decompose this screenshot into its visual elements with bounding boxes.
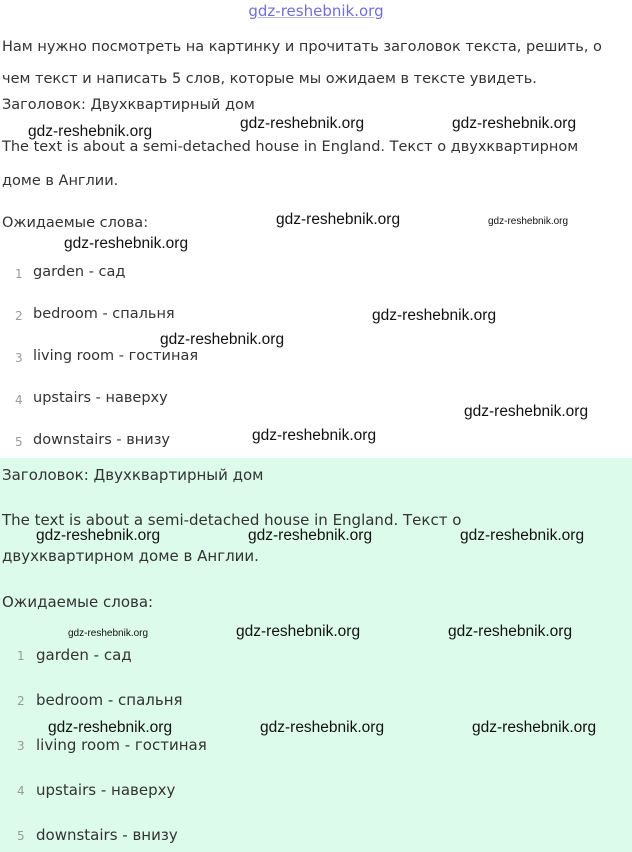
block1-text-line2: доме в Англии.	[2, 173, 119, 189]
block1-item: garden - сад	[33, 264, 126, 280]
watermark-text: gdz-reshebnik.org	[240, 115, 365, 132]
watermark-text: gdz-reshebnik.org	[460, 527, 585, 544]
watermark-text: gdz-reshebnik.org	[452, 115, 577, 132]
block2-title: Заголовок: Двухквартирный дом	[2, 466, 264, 484]
watermark-text: gdz-reshebnik.org	[236, 623, 361, 640]
watermark-text: gdz-reshebnik.org	[36, 527, 161, 544]
block2-item: upstairs - наверху	[36, 781, 176, 799]
block1-item: downstairs - внизу	[33, 432, 170, 448]
watermark-text: gdz-reshebnik.org	[276, 211, 401, 228]
watermark-text: gdz-reshebnik.org	[68, 628, 149, 639]
watermark-text: gdz-reshebnik.org	[248, 527, 373, 544]
block1-item-number: 1	[15, 267, 23, 281]
block2-item: downstairs - внизу	[36, 826, 178, 844]
block1-item: bedroom - спальня	[33, 306, 175, 322]
block2-text-line1: The text is about a semi-detached house in England. Текст о	[2, 511, 462, 529]
watermark-text: gdz-reshebnik.org	[488, 216, 569, 227]
watermark-text: gdz-reshebnik.org	[372, 307, 497, 324]
intro-text: Нам нужно посмотреть на картинку и прочитать заголовок текста, решить, о чем текст и написать 5 слов, которые мы ожидаем в тексте увидеть.	[2, 39, 602, 87]
block1-text-line1: The text is about a semi-detached house in England. Текст о двухквартирном	[2, 139, 579, 155]
block2-item-number: 4	[17, 784, 25, 798]
block1-expected-label: Ожидаемые слова:	[2, 215, 149, 231]
watermark-text: gdz-reshebnik.org	[64, 235, 189, 252]
block2-expected-label: Ожидаемые слова:	[2, 593, 154, 611]
watermark-text: gdz-reshebnik.org	[448, 623, 573, 640]
watermark-text: gdz-reshebnik.org	[260, 719, 385, 736]
block2-item-number: 3	[17, 739, 25, 753]
watermark-text: gdz-reshebnik.org	[28, 123, 153, 140]
block2-item-number: 5	[17, 829, 25, 843]
block2-item-number: 1	[17, 649, 25, 663]
block2-item: bedroom - спальня	[36, 691, 183, 709]
block1-item-number: 2	[15, 309, 23, 323]
block1-title: Заголовок: Двухквартирный дом	[2, 97, 255, 113]
watermark-text: gdz-reshebnik.org	[252, 427, 377, 444]
block1-item-number: 5	[15, 435, 23, 449]
watermark-text: gdz-reshebnik.org	[48, 719, 173, 736]
watermark-text: gdz-reshebnik.org	[464, 403, 589, 420]
watermark-link[interactable]: gdz-reshebnik.org	[248, 2, 384, 20]
block2-item-number: 2	[17, 694, 25, 708]
block2-text-line2: двухквартирном доме в Англии.	[2, 547, 259, 565]
watermark-text: gdz-reshebnik.org	[160, 331, 285, 348]
block1-item: living room - гостиная	[33, 348, 199, 364]
block1-item-number: 4	[15, 393, 23, 407]
block1-item: upstairs - наверху	[33, 390, 168, 406]
block1-item-number: 3	[15, 351, 23, 365]
block2-item: garden - сад	[36, 646, 132, 664]
block2-item: living room - гостиная	[36, 736, 207, 754]
watermark-text: gdz-reshebnik.org	[472, 719, 597, 736]
